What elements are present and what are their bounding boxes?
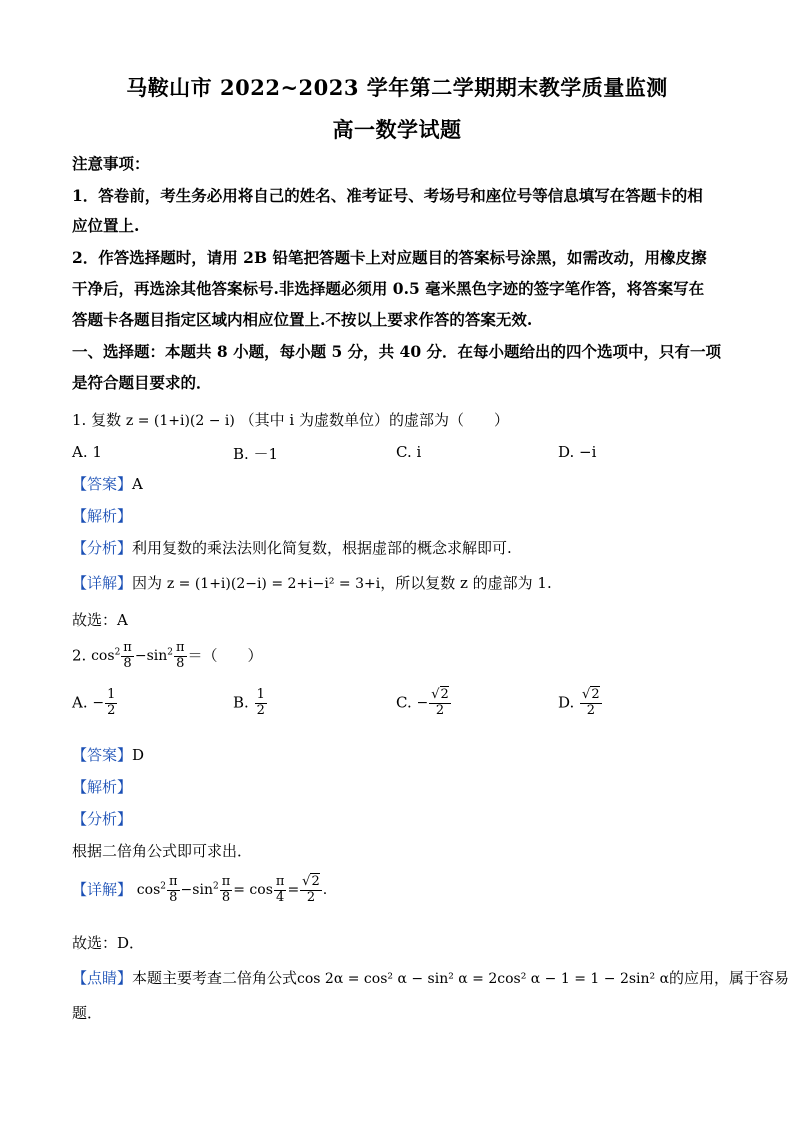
section-heading-a: 一、选择题：本题共 8 小题，每小题 5 分，共 40 分．在每小题给出的四个选项中，只有一项 xyxy=(72,342,722,361)
note-2-line-a: 2．作答选择题时，请用 2B 铅笔把答题卡上对应题目的答案标号涂黑，如需改动，用橡皮擦 xyxy=(72,248,707,267)
comment-pre: 本题主要考查二倍角公式 xyxy=(132,969,298,987)
note-1-line-b: 应位置上. xyxy=(72,216,140,235)
q1-suffix: （其中 i 为虚数单位）的虚部为（ ） xyxy=(239,411,509,429)
note-2-line-b: 干净后，再选涂其他答案标号.非选择题必须用 0.5 毫米黑色字迹的签字笔作答，将答案写在 xyxy=(72,279,705,298)
notes-heading: 注意事项： xyxy=(72,154,150,173)
q2-comment xyxy=(72,967,790,988)
comment-tag: 【点睛】 xyxy=(72,969,133,987)
q2-option-c: C. − $\frac{√2}{2}$ xyxy=(396,687,449,718)
comment-post: 的应用，属于容易 xyxy=(669,969,790,987)
q2-option-d: D. $\frac{√2}{2}$ xyxy=(558,687,600,718)
detail-formula: z = (1+i)(2−i) = 2+i−i² = 3+i xyxy=(166,576,381,592)
q2-option-b: B. $\frac{1}{2}$ xyxy=(233,687,265,718)
q2-comment-end: 题． xyxy=(72,1004,103,1022)
q2-answer xyxy=(72,744,722,765)
q1-option-c: C. i xyxy=(396,443,422,461)
q2-stem xyxy=(72,641,722,672)
q1-fenxi xyxy=(72,537,722,558)
q1-formula: z = (1+i)(2 − i) xyxy=(125,413,235,429)
q1-detail xyxy=(72,572,722,593)
answer-value: A xyxy=(132,475,143,493)
q2-detail-formula: $\cos^2$ $\frac{\pi}{8}$ $-\sin^2$ $\frac{\pi}{8}$ = cos $\frac{\pi}{4}$ = $\frac{√2}{2}$ . xyxy=(136,874,328,905)
answer-value: D xyxy=(132,746,145,764)
q2-stem-end: ＝（ ） xyxy=(187,646,263,665)
q2-analysis-tag: 【解析】 xyxy=(72,778,133,796)
q2-prefix: 2. xyxy=(72,646,87,665)
q1-option-b: B. －1 xyxy=(233,445,279,463)
q2-option-a: A. − $\frac{1}{2}$ xyxy=(72,687,116,718)
q2-stem-formula: $\cos^2$ $\frac{\pi}{8}$ $-\sin^2$ $\frac{\pi}{8}$ xyxy=(91,640,185,671)
q1-prefix: 1. 复数 xyxy=(72,411,122,429)
answer-tag: 【答案】 xyxy=(72,475,133,493)
detail-pre: 因为 xyxy=(132,574,163,592)
q1-stem xyxy=(72,409,722,430)
page-subtitle: 高一数学试题 xyxy=(332,117,462,142)
fenxi-text: 利用复数的乘法法则化简复数，根据虚部的概念求解即可. xyxy=(132,539,512,557)
detail-post: ，所以复数 z 的虚部为 1. xyxy=(380,574,552,592)
detail-tag: 【详解】 xyxy=(72,880,133,899)
fenxi-tag: 【分析】 xyxy=(72,539,133,557)
q1-choose: 故选：A xyxy=(72,611,128,629)
q2-fenxi-tag: 【分析】 xyxy=(72,810,133,828)
q2-fenxi: 根据二倍角公式即可求出． xyxy=(72,842,253,860)
q1-answer xyxy=(72,473,722,494)
page-title: 马鞍山市 2022~2023 学年第二学期期末教学质量监测 xyxy=(126,75,668,100)
q1-option-d: D. −i xyxy=(558,443,597,461)
q1-analysis-tag: 【解析】 xyxy=(72,507,133,525)
q2-detail xyxy=(72,875,722,906)
answer-tag: 【答案】 xyxy=(72,746,133,764)
q2-choose: 故选：D． xyxy=(72,934,145,952)
note-1-line-a: 1．答卷前，考生务必用将自己的姓名、准考证号、考场号和座位号等信息填写在答题卡的相 xyxy=(72,186,703,205)
detail-tag: 【详解】 xyxy=(72,574,133,592)
section-heading-b: 是符合题目要求的． xyxy=(72,373,212,392)
note-2-line-c: 答题卡各题目指定区域内相应位置上.不按以上要求作答的答案无效. xyxy=(72,310,533,329)
q1-option-a: A. 1 xyxy=(72,443,102,461)
comment-formula: cos 2α = cos² α − sin² α = 2cos² α − 1 = 1 − 2sin² α xyxy=(297,971,670,987)
